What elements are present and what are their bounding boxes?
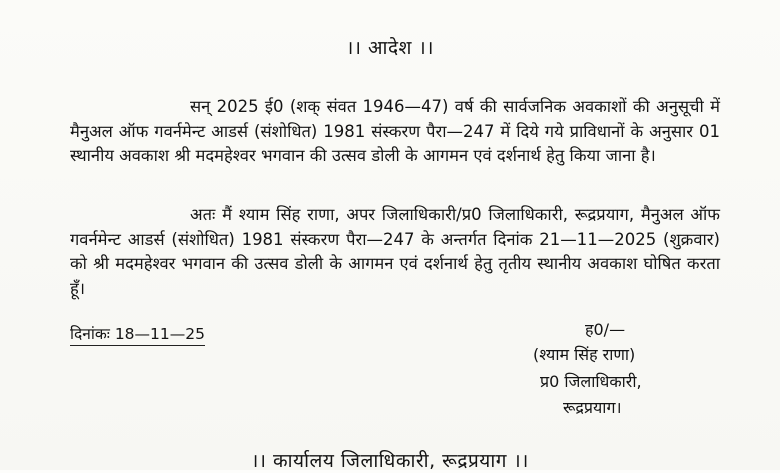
order-title: ।। आदेश ।। xyxy=(346,37,434,59)
order-paragraph-2: अतः मैं श्याम सिंह राणा, अपर जिलाधिकारी/प्र0 जिलाधिकारी, रूद्रप्रयाग, मैनुअल ऑफ गवर्नमेन्ट आडर्स (संशोधित) 1981 संस्करण पैरा—247 के अन्तर्गत दिनांक 21—11—2025 (शुक्रवार) को श्री मदमहेश्वर भगवान की उत्सव डोली के आगमन एवं दर्शनार्थ हेतु तृतीय स्थानीय अवकाश घोषित करता हूँ। xyxy=(70,205,720,298)
signatory-place: रूद्रप्रयाग। xyxy=(563,398,622,417)
order-paragraph-1: सन् 2025 ई0 (शक् संवत 1946—47) वर्ष की सार्वजनिक अवकाशों की अनुसूची में मैनुअल ऑफ गवर्नमेन्ट आडर्स (संशोधित) 1981 संस्करण पैरा—247 में दिये गये प्राविधानों के अनुसार 01 स्थानीय अवकाश श्री मदमहेश्वर भगवान की उत्सव डोली के आगमन एवं दर्शनार्थ हेतु किया जाना है। xyxy=(70,97,720,165)
office-heading: ।। कार्यालय जिलाधिकारी, रूद्रप्रयाग ।। xyxy=(251,450,529,472)
signatory-designation: प्र0 जिलाधिकारी, xyxy=(540,372,642,391)
order-date: दिनांकः 18—11—25 xyxy=(70,322,205,346)
signature-mark: ह0/— xyxy=(585,320,626,339)
signatory-name: (श्याम सिंह राणा) xyxy=(533,345,636,364)
